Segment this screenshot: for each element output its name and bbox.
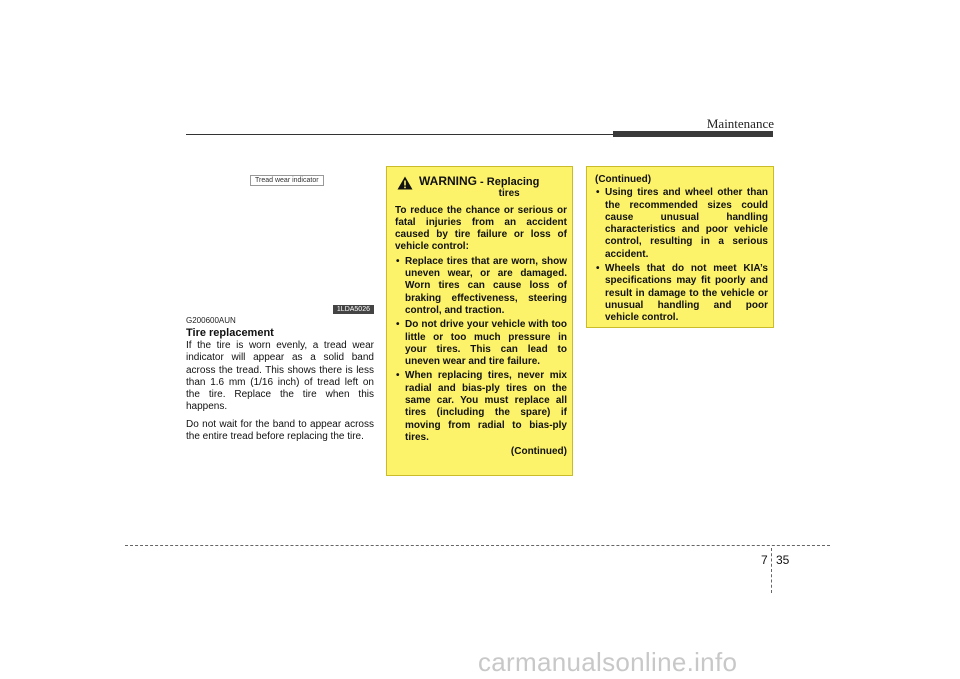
header-rule bbox=[186, 134, 616, 135]
warning-triangle-icon bbox=[397, 176, 413, 190]
figure-code: 1LDA5026 bbox=[333, 305, 374, 314]
chapter-number: 7 bbox=[761, 553, 768, 567]
continued-label: (Continued) bbox=[510, 446, 567, 458]
footer-rule bbox=[125, 545, 830, 546]
header-rule-accent bbox=[613, 131, 773, 137]
continued-bullets bbox=[595, 187, 768, 324]
bullet-item: • Do not drive your vehicle with too little or too much pressure in your tires. This can lead to uneven wear and tire failure. bbox=[395, 319, 567, 368]
warning-word: WARNING bbox=[419, 174, 477, 188]
warning-bullets bbox=[395, 256, 567, 444]
paragraph: Do not wait for the band to appear across the entire tread before replacing the tire. bbox=[186, 418, 374, 443]
page-number: 35 bbox=[776, 553, 790, 567]
bullet-item: • Wheels that do not meet KIA’s specifications may fit poorly and result in damage to the vehicle or unusual handling and poor vehicle control. bbox=[595, 263, 768, 324]
tread-wear-figure bbox=[186, 170, 376, 315]
section-heading: Tire replacement bbox=[186, 327, 274, 339]
watermark: carmanualsonline.info bbox=[478, 647, 738, 677]
paragraph: If the tire is worn evenly, a tread wear indicator will appear as a solid band across the tread. This shows there is less than 1.6 mm (1/16 inch) of tread left on the tire. Replace the tire when this happens. bbox=[186, 340, 374, 413]
warning-header bbox=[397, 175, 567, 201]
continued-label: (Continued) bbox=[595, 174, 652, 185]
section-title: Maintenance bbox=[706, 116, 774, 131]
bullet-item: • When replacing tires, never mix radial and bias-ply tires on the same car. You must replace all tires (including the spare) if moving from radial to bias-ply tires. bbox=[395, 370, 567, 444]
bullet-item: • Using tires and wheel other than the recommended sizes could cause unusual handling characteristics and poor vehicle control, resulting in a serious accident. bbox=[595, 187, 768, 261]
page-divider bbox=[771, 548, 772, 593]
warning-intro: To reduce the chance or serious or fatal injuries from an accident caused by tire failure or loss of vehicle control: bbox=[395, 204, 567, 253]
section-code: G200600AUN bbox=[186, 316, 236, 325]
figure-label: Tread wear indicator bbox=[250, 175, 324, 186]
warning-continued-box bbox=[586, 166, 774, 328]
left-column bbox=[186, 316, 374, 448]
warning-box bbox=[386, 166, 573, 476]
warning-title-line2: tires bbox=[498, 188, 520, 200]
bullet-item: • Replace tires that are worn, show uneven wear, or are damaged. Worn tires can cause loss of braking effectiveness, steering control, and traction. bbox=[395, 256, 567, 317]
warning-title: - Replacing bbox=[477, 176, 540, 188]
